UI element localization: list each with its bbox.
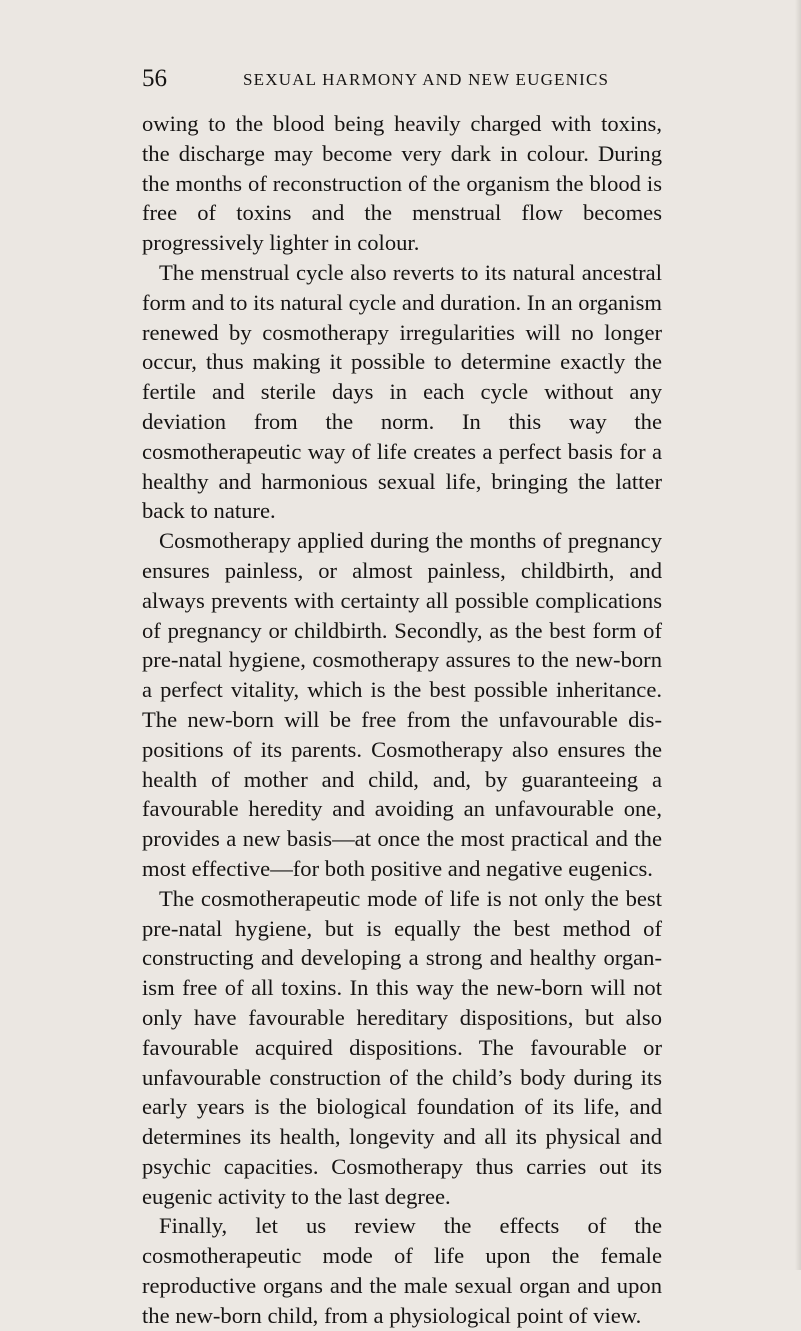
paragraph-2: The menstrual cycle also reverts to its natural ancestral form and to its natural cycle and duration. In an organism renewed by cosmotherapy irregularities will no longer occur, thus making it possible to determine exactly the fertile and sterile days in each cycle without any deviation from the norm. In this way the cosmotherapeutic way of life creates a perfect basis for a healthy and harmonious sexual life, bringing the latter back to nature. bbox=[142, 259, 662, 524]
page-number: 56 bbox=[142, 65, 167, 92]
page-header bbox=[142, 62, 662, 96]
paragraph-3: Cosmotherapy applied during the months of pregnancy ensures painless, or almost painless, childbirth, and always prevents with certainty all possible complications of pregnancy or childbirth. Secondly, as the best form of pre-natal hygiene, cosmotherapy assures to the new-born a perfect vitality, which is the best possible inheritance. The new-born will be free from the unfavourable dis-positions of its parents. Cosmotherapy also ensures the health of mother and child, and, by guaranteeing a favourable heredity and avoiding an unfavourable one, provides a new basis—at once the most practical and the most effective—for both positive and negative eugenics. bbox=[142, 528, 662, 881]
running-title: SEXUAL HARMONY AND NEW EUGENICS bbox=[243, 70, 610, 89]
paragraph-5: Finally, let us review the effects of the cosmotherapeutic mode of life upon the female reproductive organs and the male sexual organ and upon the new-born child, from a physiological point of view. bbox=[142, 1213, 662, 1328]
body-text bbox=[142, 109, 662, 1331]
paragraph-1: owing to the blood being heavily charged with toxins, the discharge may become very dark in colour. During the months of reconstruction of the organism the blood is free of toxins and the menstrual flow becomes progressively lighter in colour. bbox=[142, 111, 662, 256]
page-edge-shadow bbox=[795, 0, 801, 1270]
paragraph-4: The cosmotherapeutic mode of life is not only the best pre-natal hygiene, but is equally the best method of constructing and developing a strong and healthy organ-ism free of all toxins. In this way the new-born will not only have favourable hereditary dispositions, but also favourable acquired dispositions. The favourable or unfavourable construction of the child’s body during its early years is the biological foundation of its life, and determines its health, longevity and all its physical and psychic capacities. Cosmotherapy thus carries out its eugenic activity to the last degree. bbox=[142, 885, 662, 1209]
